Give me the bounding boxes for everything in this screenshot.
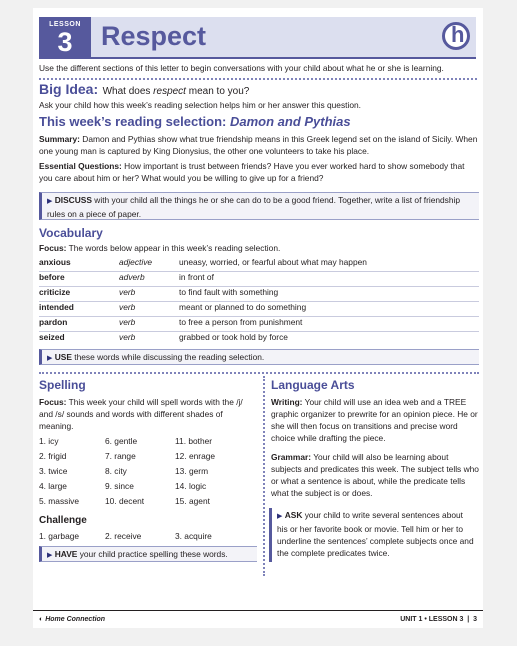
spelling-word: 4. large	[39, 481, 67, 491]
use-text: these words while discussing the reading selection.	[74, 352, 265, 362]
spelling-word: 11. bother	[175, 436, 213, 446]
lesson-header	[39, 17, 476, 59]
discuss-text: with your child all the things he or she can do to be a good friend. Together, write a list of friendship rules on a piece of paper.	[47, 195, 461, 219]
big-idea	[39, 81, 479, 99]
triangle-icon: ▶	[47, 552, 53, 559]
triangle-icon: ▶	[47, 198, 53, 205]
spelling-word: 2. frigid	[39, 451, 67, 461]
grammar	[271, 451, 479, 499]
challenge-word: 2. receive	[105, 531, 142, 541]
spelling-word: 5. massive	[39, 496, 80, 506]
spelling-heading: Spelling	[39, 378, 86, 392]
use-label: USE	[54, 352, 72, 362]
vocab-definition: to free a person from punishment	[179, 317, 303, 327]
divider	[39, 78, 477, 80]
divider	[39, 372, 479, 374]
vocabulary-focus	[39, 242, 479, 254]
vocab-pos: adjective	[119, 257, 153, 267]
ask-text: your child to write several sentences about his or her favorite book or movie. Tell him or her to underline the sentences’ complete subjects once and the complete predicates twice.	[277, 510, 474, 558]
vocab-row	[39, 332, 479, 346]
have-text: your child practice spelling these words.	[79, 549, 228, 559]
vocab-pos: verb	[119, 317, 136, 327]
spelling-word: 6. gentle	[105, 436, 138, 446]
footer-page-info: UNIT 1 • LESSON 3 | 3	[400, 616, 477, 623]
language-arts-heading: Language Arts	[271, 378, 355, 392]
summary-label: Summary:	[39, 134, 80, 144]
vocab-word: pardon	[39, 317, 68, 327]
reading-heading-label: This week’s reading selection:	[39, 114, 227, 129]
vocab-word: intended	[39, 302, 74, 312]
footer-left	[39, 616, 105, 623]
vocab-row	[39, 287, 479, 301]
have-label: HAVE	[54, 549, 78, 559]
challenge-word: 3. acquire	[175, 531, 212, 541]
reading-heading	[39, 114, 351, 129]
vocab-word: seized	[39, 332, 65, 342]
writing	[271, 396, 479, 444]
spelling-word: 14. logic	[175, 481, 207, 491]
spelling-word: 15. agent	[175, 496, 210, 506]
spelling-word: 12. enrage	[175, 451, 216, 461]
vocab-definition: grabbed or took hold by force	[179, 332, 288, 342]
intro-text: Use the different sections of this letter to begin conversations with your child about what he or she is learning.	[39, 63, 444, 73]
vocab-definition: meant or planned to do something	[179, 302, 307, 312]
spelling-word: 8. city	[105, 466, 127, 476]
lesson-label: LESSON	[49, 21, 81, 28]
big-idea-question-em: respect	[153, 86, 186, 97]
vocab-row	[39, 317, 479, 331]
grammar-text: Your child will also be learning about subjects and predicates this week. The subject tells who or what a sentence is about, while the predicate tells what the subject is or does.	[271, 452, 479, 498]
challenge-heading: Challenge	[39, 515, 87, 526]
big-idea-question-end: mean to you?	[185, 86, 250, 97]
writing-label: Writing:	[271, 397, 303, 407]
writing-text: Your child will use an idea web and a TREE graphic organizer to prewrite for an opinion piece. He or she will then focus on transitions and precise word choice while drafting the piece.	[271, 397, 478, 443]
discuss-bar	[39, 192, 479, 220]
use-bar	[39, 349, 479, 365]
triangle-icon: ▶	[277, 513, 283, 520]
spelling-word: 13. germ	[175, 466, 209, 476]
vocabulary-heading: Vocabulary	[39, 226, 103, 240]
page-title: Respect	[101, 21, 207, 51]
vocab-definition: in front of	[179, 272, 214, 282]
vocab-pos: verb	[119, 287, 136, 297]
big-idea-question-start: What does	[102, 86, 154, 97]
spelling-word: 1. icy	[39, 436, 59, 446]
vocab-definition: to find fault with something	[179, 287, 279, 297]
triangle-icon: ▶	[47, 355, 53, 362]
spelling-word: 7. range	[105, 451, 136, 461]
page	[33, 8, 483, 628]
vocabulary-focus-text: The words below appear in this week’s reading selection.	[68, 243, 281, 253]
home-connection-logo-icon	[442, 22, 470, 50]
vocab-row	[39, 272, 479, 286]
vocab-definition: uneasy, worried, or fearful about what may happen	[179, 257, 367, 267]
home-connection-icon: ◐	[39, 616, 44, 623]
grammar-label: Grammar:	[271, 452, 312, 462]
lesson-badge	[39, 17, 91, 59]
have-bar	[39, 546, 257, 562]
reading-selection-title: Damon and Pythias	[229, 114, 351, 129]
vocab-pos: verb	[119, 332, 136, 342]
spelling-focus-text: This week your child will spell words with the /j/ and /s/ sounds and words with different shades of meaning.	[39, 397, 243, 431]
summary	[39, 133, 479, 157]
ask-bar	[269, 508, 479, 562]
essential-questions-text: How important is trust between friends? Have you ever worked hard to show somebody that you care about him or her? What would you be willing to give up for a friend?	[39, 161, 465, 183]
spelling-word: 9. since	[105, 481, 134, 491]
vocab-word: anxious	[39, 257, 71, 267]
challenge-word: 1. garbage	[39, 531, 80, 541]
spelling-word: 10. decent	[105, 496, 145, 506]
big-idea-label: Big Idea:	[39, 81, 99, 97]
ask-label: ASK	[284, 510, 303, 520]
big-idea-text: Ask your child how this week’s reading selection helps him or her answer this question.	[39, 100, 361, 110]
summary-text: Damon and Pythias show what true friendship means in this Greek legend set on the island of Sicily. When one young man is captured by King Dionysius, the other one volunteers to take his place.	[39, 134, 478, 156]
essential-questions	[39, 160, 479, 184]
spelling-focus	[39, 396, 255, 432]
lesson-number: 3	[57, 27, 73, 57]
footer-rule	[33, 610, 483, 611]
vocabulary-focus-label: Focus:	[39, 243, 67, 253]
vocab-pos: verb	[119, 302, 136, 312]
essential-questions-label: Essential Questions:	[39, 161, 122, 171]
vocab-word: criticize	[39, 287, 71, 297]
vocab-row	[39, 257, 479, 271]
footer-left-text: Home Connection	[45, 616, 106, 623]
vocab-word: before	[39, 272, 65, 282]
column-divider	[263, 376, 265, 576]
vocab-row	[39, 302, 479, 316]
vocab-pos: adverb	[119, 272, 145, 282]
spelling-focus-label: Focus:	[39, 397, 67, 407]
discuss-label: DISCUSS	[54, 195, 92, 205]
spelling-word: 3. twice	[39, 466, 68, 476]
